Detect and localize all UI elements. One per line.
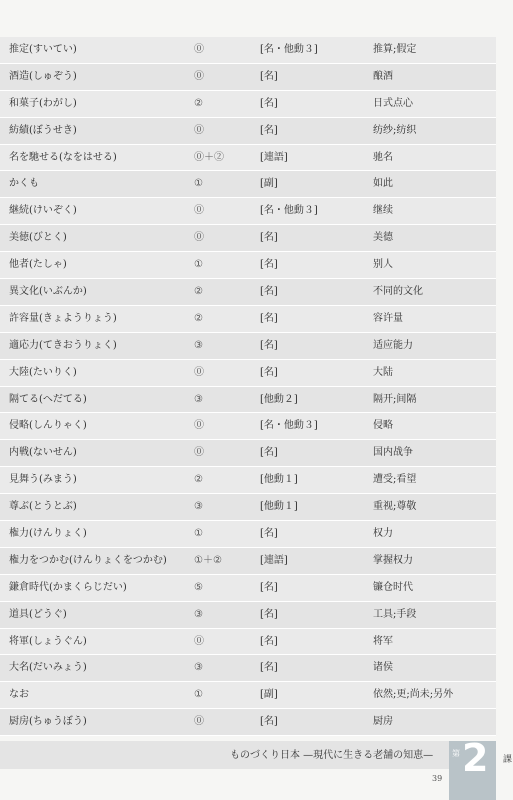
accent-mark: ①	[194, 689, 203, 701]
vocab-word: 他者(たしゃ)	[9, 259, 67, 271]
meaning: 权力	[373, 528, 393, 540]
vocab-word: 将軍(しょうぐん)	[9, 635, 87, 647]
meaning: 厨房	[373, 716, 393, 728]
part-of-speech: [他動２]	[260, 393, 298, 405]
accent-mark: ②	[194, 97, 203, 109]
vocab-row	[0, 682, 496, 709]
accent-mark: ⓪	[194, 205, 204, 217]
meaning: 重视;尊敬	[373, 501, 417, 513]
vocab-word: 酒造(しゅぞう)	[9, 70, 77, 82]
meaning: 适应能力	[373, 339, 413, 351]
meaning: 纺纱;纺织	[373, 124, 417, 136]
part-of-speech: [名]	[260, 70, 278, 82]
accent-mark: ②	[194, 312, 203, 324]
part-of-speech: [名]	[260, 339, 278, 351]
meaning: 遭受;看望	[373, 474, 417, 486]
vocab-row	[0, 575, 496, 602]
vocab-word: 権力をつかむ(けんりょくをつかむ)	[9, 554, 167, 566]
accent-mark: ③	[194, 501, 203, 513]
accent-mark: ⑤	[194, 581, 203, 593]
accent-mark: ③	[194, 393, 203, 405]
accent-mark: ⓪	[194, 447, 204, 459]
vocab-row	[0, 279, 496, 306]
vocab-word: 紡績(ぼうせき)	[9, 124, 77, 136]
accent-mark: ⓪	[194, 366, 204, 378]
part-of-speech: [副]	[260, 689, 278, 701]
accent-mark: ①	[194, 528, 203, 540]
vocab-row	[0, 467, 496, 494]
lesson-suffix: 課	[503, 755, 513, 765]
part-of-speech: [名・他動３]	[260, 205, 318, 217]
part-of-speech: [名・他動３]	[260, 44, 318, 55]
part-of-speech: [名]	[260, 581, 278, 593]
vocab-row	[0, 602, 496, 629]
vocab-word: 道具(どうぐ)	[9, 608, 67, 620]
vocab-row	[0, 629, 496, 656]
meaning: 将军	[373, 635, 393, 647]
part-of-speech: [他動１]	[260, 501, 298, 513]
accent-mark: ①＋②	[194, 554, 222, 566]
vocab-word: 適応力(てきおうりょく)	[9, 339, 117, 351]
part-of-speech: [名]	[260, 259, 278, 271]
accent-mark: ③	[194, 339, 203, 351]
vocab-row	[0, 225, 496, 252]
vocab-word: 厨房(ちゅうぼう)	[9, 716, 87, 728]
accent-mark: ⓪	[194, 635, 204, 647]
part-of-speech: [他動１]	[260, 474, 298, 486]
vocab-row	[0, 252, 496, 279]
vocab-word: 美徳(びとく)	[9, 232, 67, 244]
part-of-speech: [名]	[260, 716, 278, 728]
vocab-row	[0, 64, 496, 91]
meaning: 诸侯	[373, 662, 393, 674]
vocab-row	[0, 709, 496, 736]
meaning: 依然;更;尚未;另外	[373, 689, 454, 701]
meaning: 侵略	[373, 420, 393, 432]
vocab-word: 大陸(たいりく)	[9, 366, 77, 378]
accent-mark: ⓪＋②	[194, 151, 224, 163]
vocab-word: 異文化(いぶんか)	[9, 286, 87, 298]
accent-mark: ②	[194, 474, 203, 486]
meaning: 不同的文化	[373, 286, 423, 298]
vocab-row	[0, 91, 496, 118]
vocab-word: 鎌倉時代(かまくらじだい)	[9, 581, 127, 593]
part-of-speech: [名・他動３]	[260, 420, 318, 432]
vocab-row	[0, 521, 496, 548]
accent-mark: ②	[194, 286, 203, 298]
meaning: 隔开;间隔	[373, 393, 417, 405]
vocab-word: 侵略(しんりゃく)	[9, 420, 87, 432]
vocabulary-list	[0, 37, 496, 736]
vocab-word: 見舞う(みまう)	[9, 474, 77, 486]
part-of-speech: [名]	[260, 528, 278, 540]
vocab-row	[0, 440, 496, 467]
meaning: 掌握权力	[373, 554, 413, 566]
vocab-row	[0, 655, 496, 682]
vocab-row	[0, 548, 496, 575]
vocab-row	[0, 387, 496, 414]
vocab-row	[0, 37, 496, 64]
vocab-row	[0, 413, 496, 440]
page-number: 39	[432, 774, 443, 783]
part-of-speech: [名]	[260, 635, 278, 647]
vocab-row	[0, 306, 496, 333]
part-of-speech: [名]	[260, 608, 278, 620]
vocab-word: 隔てる(へだてる)	[9, 393, 87, 405]
part-of-speech: [名]	[260, 124, 278, 136]
vocab-row	[0, 171, 496, 198]
part-of-speech: [名]	[260, 662, 278, 674]
accent-mark: ⓪	[194, 70, 204, 82]
part-of-speech: [名]	[260, 286, 278, 298]
vocab-word: 許容量(きょようりょう)	[9, 312, 117, 324]
vocab-word: 権力(けんりょく)	[9, 528, 87, 540]
meaning: 美德	[373, 232, 393, 244]
meaning: 别人	[373, 259, 393, 271]
meaning: 驰名	[373, 151, 393, 163]
part-of-speech: [名]	[260, 97, 278, 109]
part-of-speech: [連語]	[260, 554, 288, 566]
accent-mark: ⓪	[194, 124, 204, 136]
part-of-speech: [連語]	[260, 151, 288, 163]
accent-mark: ①	[194, 178, 203, 190]
meaning: 镰仓时代	[373, 581, 413, 593]
vocab-row	[0, 494, 496, 521]
accent-mark: ⓪	[194, 716, 204, 728]
meaning: 酿酒	[373, 70, 393, 82]
vocab-word: 名を馳せる(なをはせる)	[9, 151, 117, 163]
vocab-word: 尊ぶ(とうとぶ)	[9, 501, 77, 513]
vocab-row	[0, 145, 496, 172]
vocab-row	[0, 198, 496, 225]
vocab-row	[0, 333, 496, 360]
vocab-word: 内戦(ないせん)	[9, 447, 77, 459]
accent-mark: ③	[194, 608, 203, 620]
part-of-speech: [名]	[260, 232, 278, 244]
accent-mark: ⓪	[194, 44, 204, 55]
part-of-speech: [名]	[260, 312, 278, 324]
meaning: 大陆	[373, 366, 393, 378]
vocab-row	[0, 118, 496, 145]
accent-mark: ⓪	[194, 232, 204, 244]
vocab-word: 推定(すいてい)	[9, 44, 77, 55]
vocab-row	[0, 360, 496, 387]
vocab-word: 和菓子(わがし)	[9, 97, 77, 109]
chapter-title: ものづくり日本 —現代に生きる老舗の知恵—	[230, 750, 434, 761]
lesson-prefix: 第	[452, 749, 460, 758]
part-of-speech: [名]	[260, 366, 278, 378]
vocab-word: 継続(けいぞく)	[9, 205, 77, 217]
part-of-speech: [名]	[260, 447, 278, 459]
meaning: 日式点心	[373, 97, 413, 109]
lesson-number: 2	[462, 736, 489, 780]
vocab-word: なお	[9, 689, 29, 701]
part-of-speech: [副]	[260, 178, 278, 190]
meaning: 如此	[373, 178, 393, 190]
meaning: 容许量	[373, 312, 403, 324]
accent-mark: ③	[194, 662, 203, 674]
vocab-word: かくも	[9, 178, 39, 190]
meaning: 工具;手段	[373, 608, 417, 620]
meaning: 国内战争	[373, 447, 413, 459]
accent-mark: ⓪	[194, 420, 204, 432]
meaning: 推算;假定	[373, 44, 417, 55]
vocab-word: 大名(だいみょう)	[9, 662, 87, 674]
accent-mark: ①	[194, 259, 203, 271]
meaning: 继续	[373, 205, 393, 217]
